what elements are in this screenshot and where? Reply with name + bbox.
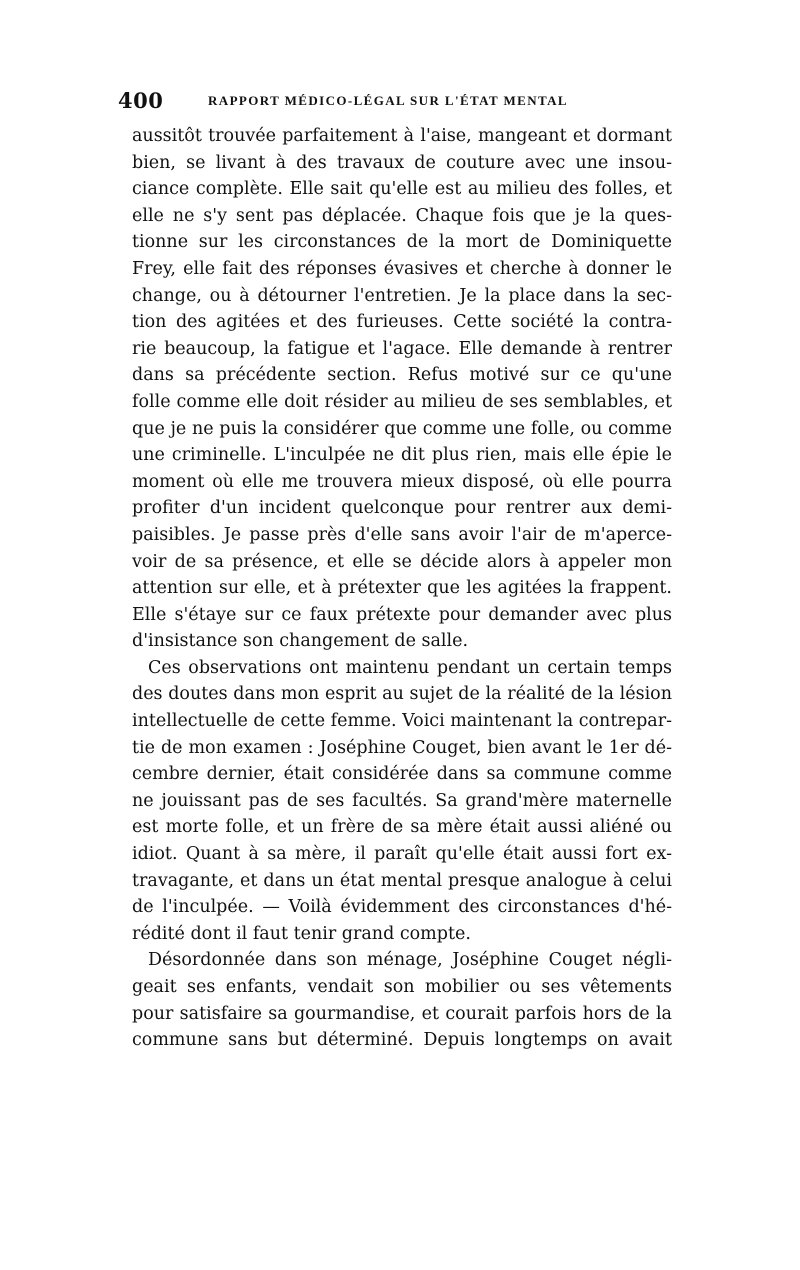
- text-line: Désordonnée dans son ménage, Joséphine Couget négli-: [148, 950, 672, 971]
- text-line: Elle s'étaye sur ce faux prétexte pour demander avec plus: [132, 604, 672, 625]
- text-line: rédité dont il faut tenir grand compte.: [132, 923, 471, 944]
- text-line: pour satisfaire sa gourmandise, et courait parfois hors de la: [132, 1003, 672, 1024]
- running-head: [118, 88, 678, 116]
- text-line: que je ne puis la considérer que comme une folle, ou comme: [132, 418, 672, 439]
- text-line: ciance complète. Elle sait qu'elle est au milieu des folles, et: [132, 179, 672, 200]
- text-line: voir de sa présence, et elle se décide alors à appeler mon: [132, 551, 672, 572]
- text-line: attention sur elle, et à prétexter que les agitées la frappent.: [132, 578, 672, 599]
- text-line: des doutes dans mon esprit au sujet de la réalité de la lésion: [132, 684, 672, 705]
- text-line: tie de mon examen : Joséphine Couget, bien avant le 1er dé-: [132, 737, 672, 758]
- text-line: d'insistance son changement de salle.: [132, 631, 469, 652]
- text-line: travagante, et dans un état mental presque analogue à celui: [132, 870, 672, 891]
- text-line: bien, se livant à des travaux de couture avec une insou-: [132, 152, 672, 173]
- text-line: commune sans but déterminé. Depuis longtemps on avait: [132, 1030, 672, 1051]
- body-text: [132, 123, 672, 1054]
- text-line: idiot. Quant à sa mère, il paraît qu'elle était aussi fort ex-: [132, 844, 672, 865]
- text-line: dans sa précédente section. Refus motivé sur ce qu'une: [132, 365, 672, 386]
- text-line: ne jouissant pas de ses facultés. Sa grand'mère maternelle: [132, 790, 672, 811]
- text-line: geait ses enfants, vendait son mobilier ou ses vêtements: [132, 977, 672, 997]
- text-line: Ces observations ont maintenu pendant un certain temps: [148, 657, 672, 678]
- text-line: profiter d'un incident quelconque pour rentrer aux demi-: [132, 498, 672, 519]
- text-line: cembre dernier, était considérée dans sa commune comme: [132, 764, 672, 785]
- text-line: intellectuelle de cette femme. Voici maintenant la contrepar-: [132, 711, 672, 732]
- text-line: tion des agitées et des furieuses. Cette société la contra-: [132, 312, 672, 333]
- text-line: rie beaucoup, la fatigue et l'agace. Elle demande à rentrer: [132, 338, 672, 359]
- text-line: paisibles. Je passe près d'elle sans avoir l'air de m'aperce-: [132, 524, 672, 545]
- text-line: moment où elle me trouvera mieux disposé, où elle pourra: [132, 471, 672, 492]
- text-line: Frey, elle fait des réponses évasives et cherche à donner le: [132, 258, 672, 279]
- text-line: elle ne s'y sent pas déplacée. Chaque fois que je la ques-: [132, 205, 672, 226]
- text-line: est morte folle, et un frère de sa mère était aussi aliéné ou: [132, 817, 672, 838]
- text-line: tionne sur les circonstances de la mort de Dominiquette: [132, 232, 672, 253]
- text-line: de l'inculpée. — Voilà évidemment des circonstances d'hé-: [132, 897, 672, 918]
- text-line: une criminelle. L'inculpée ne dit plus rien, mais elle épie le: [132, 445, 672, 466]
- text-line: aussitôt trouvée parfaitement à l'aise, mangeant et dormant: [132, 126, 672, 146]
- page-number: 400: [118, 88, 164, 113]
- running-title: RAPPORT MÉDICO-LÉGAL SUR L'ÉTAT MENTAL: [208, 93, 568, 108]
- text-line: folle comme elle doit résider au milieu de ses semblables, et: [132, 391, 672, 412]
- text-line: change, ou à détourner l'entretien. Je la place dans la sec-: [132, 285, 672, 306]
